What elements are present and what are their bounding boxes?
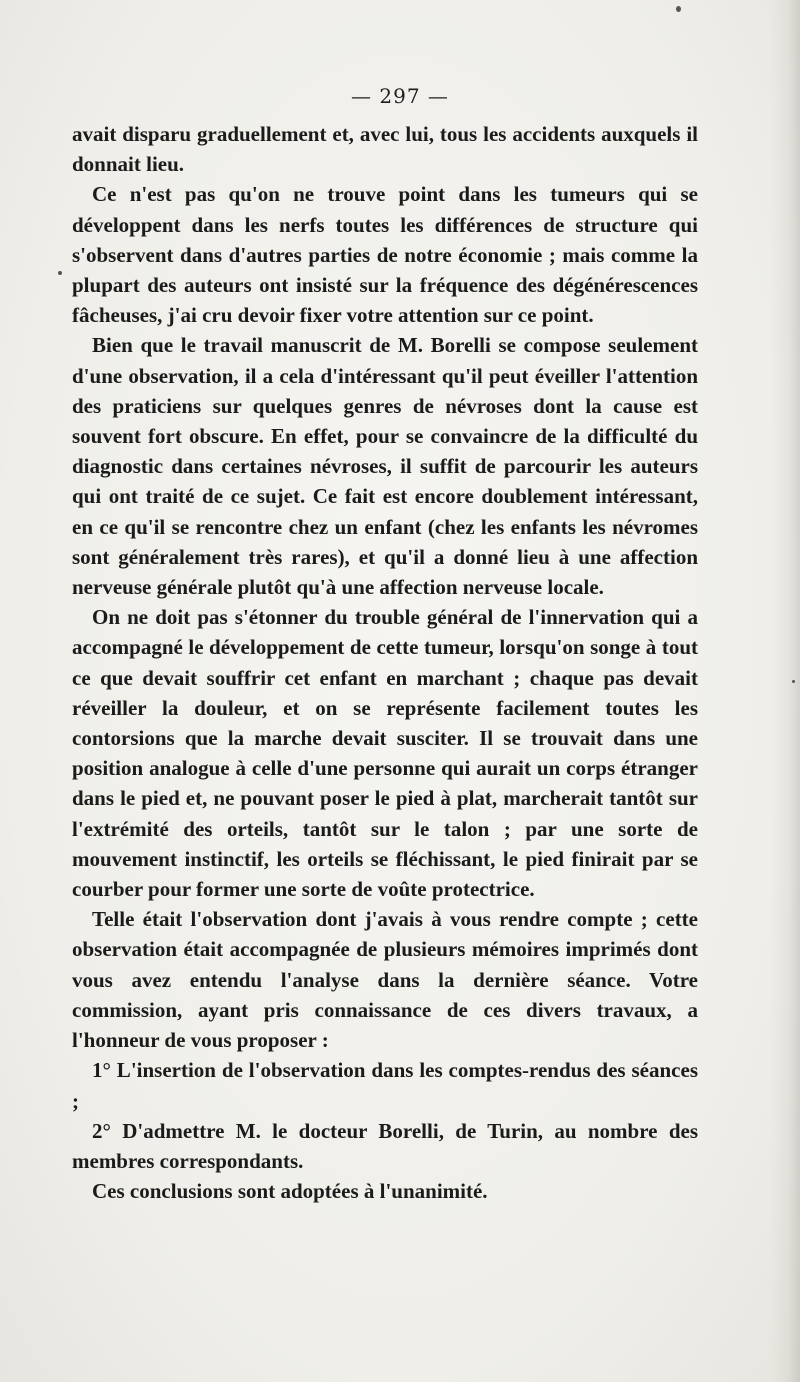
paragraph-7: 2° D'admettre M. le docteur Borelli, de Turin, au nombre des membres correspondants.: [72, 1118, 698, 1173]
paragraph-5: Telle était l'observation dont j'avais à vous rendre compte ; cette observation était accompagnée de plusieurs mémoires imprimés dont vous avez entendu l'analyse dans la dernière séance. Votre commission, ayant pris connaissance de ces divers travaux, a l'honneur de vous proposer :: [72, 907, 698, 1053]
page-number: — 297 —: [351, 84, 449, 108]
paragraph-4: On ne doit pas s'étonner du trouble général de l'innervation qui a accompagné le développement de cette tumeur, lorsqu'on songe à tout ce que devait souffrir cet enfant en marchant ; chaque pas devait réveiller la douleur, et on se représente facilement toutes les contorsions que la marche devait susciter. Il se trouvait dans une position analogue à celle d'une personne qui aurait un corps étranger dans le pied et, ne pouvant poser le pied à plat, marcherait tantôt sur l'extrémité des orteils, tantôt sur le talon ; par une sorte de mouvement instinctif, les orteils se fléchissant, le pied finirait par se courber pour former une sorte de voûte protectrice.: [72, 605, 698, 902]
paragraph-2: Ce n'est pas qu'on ne trouve point dans les tumeurs qui se développent dans les nerfs toutes les différences de structure qui s'observent dans d'autres parties de notre économie ; mais comme la plupart des auteurs ont insisté sur la fréquence des dégénérescences fâcheuses, j'ai cru devoir fixer votre attention sur ce point.: [72, 182, 698, 328]
ink-speck: [676, 6, 681, 12]
paragraph-8: Ces conclusions sont adoptées à l'unanimité.: [92, 1179, 488, 1204]
paragraph-3: Bien que le travail manuscrit de M. Borelli se compose seulement d'une observation, il a cela d'intéressant qu'il peut éveiller l'attention des praticiens sur quelques genres de névroses dont la cause est souvent fort obscure. En effet, pour se convaincre de la difficulté du diagnostic dans certaines névroses, il suffit de parcourir les auteurs qui ont traité de ce sujet. Ce fait est encore doublement intéressant, en ce qu'il se rencontre chez un enfant (chez les enfants les névromes sont généralement très rares), et qu'il a donné lieu à une affection nerveuse générale plutôt qu'à une affection nerveuse locale.: [72, 333, 698, 600]
ink-speck: [792, 680, 795, 683]
ink-speck: [58, 271, 62, 275]
body-text: [72, 119, 698, 1206]
paragraph-6: 1° L'insertion de l'observation dans les comptes-rendus des séances ;: [72, 1058, 698, 1113]
page-edge-shadow: [770, 0, 800, 1382]
paragraph-1: avait disparu graduellement et, avec lui, tous les accidents auxquels il donnait lieu.: [72, 122, 698, 177]
